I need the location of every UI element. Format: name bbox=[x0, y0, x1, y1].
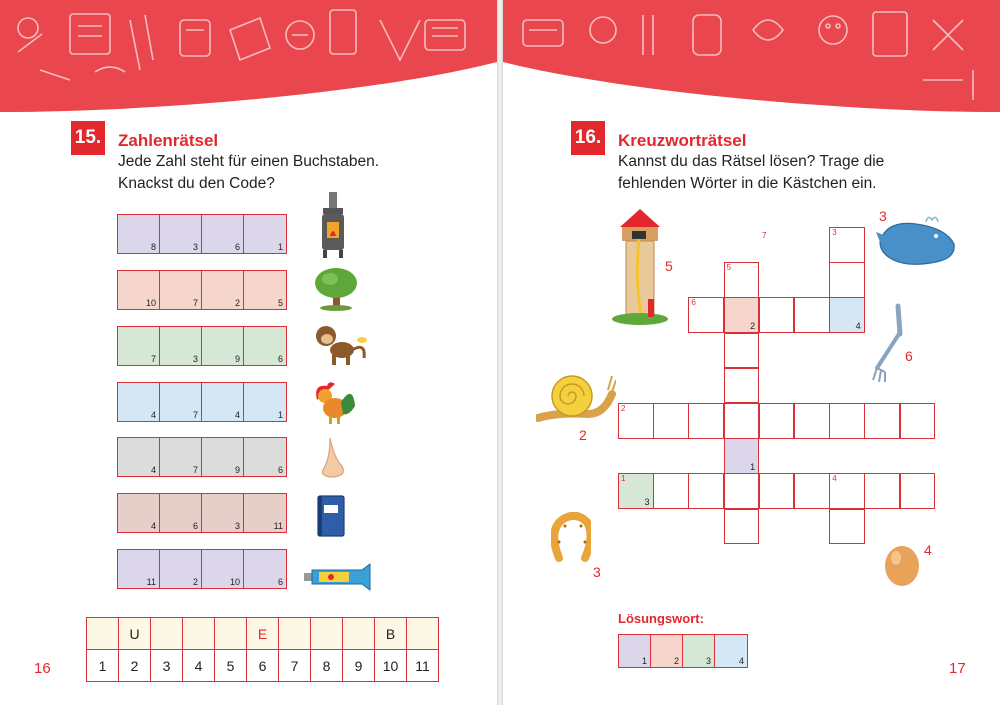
crossword-cell[interactable] bbox=[794, 473, 830, 509]
instruction-line: fehlenden Wörter in die Kästchen ein. bbox=[618, 175, 877, 192]
answer-letter-cell[interactable] bbox=[215, 618, 247, 650]
crossword-cell[interactable] bbox=[724, 473, 760, 509]
instruction-line: Jede Zahl steht für einen Buchstaben. bbox=[118, 153, 380, 170]
code-cell[interactable] bbox=[244, 438, 286, 476]
crossword-cell[interactable] bbox=[794, 403, 830, 439]
answer-number-cell: 4 bbox=[183, 650, 215, 682]
right-page bbox=[503, 0, 1000, 705]
code-cell-number: 6 bbox=[277, 577, 283, 587]
code-cell-number: 7 bbox=[192, 410, 198, 420]
code-cell[interactable] bbox=[118, 215, 160, 253]
code-cell[interactable] bbox=[118, 383, 160, 421]
answer-letter-cell[interactable] bbox=[407, 618, 439, 650]
crossword-clue-index: 3 bbox=[832, 228, 837, 237]
code-cell[interactable] bbox=[160, 271, 202, 309]
code-cell-number: 3 bbox=[192, 354, 198, 364]
crossword-cell[interactable] bbox=[794, 297, 830, 333]
clue-number-horseshoe: 3 bbox=[593, 564, 601, 580]
solution-cell[interactable] bbox=[619, 635, 651, 667]
code-cell[interactable] bbox=[118, 271, 160, 309]
code-cell-number: 4 bbox=[150, 465, 156, 475]
solution-cell[interactable] bbox=[715, 635, 747, 667]
code-cell[interactable] bbox=[118, 327, 160, 365]
answer-number-cell: 1 bbox=[87, 650, 119, 682]
crossword-cell[interactable] bbox=[724, 262, 760, 298]
code-cell[interactable] bbox=[202, 438, 244, 476]
page-number: 17 bbox=[949, 660, 966, 677]
code-cell[interactable] bbox=[244, 494, 286, 532]
code-cell-number: 4 bbox=[234, 410, 240, 420]
paint-tube-icon bbox=[303, 560, 373, 594]
horseshoe-icon bbox=[551, 512, 591, 562]
code-cell-number: 6 bbox=[277, 465, 283, 475]
answer-number-cell: 5 bbox=[215, 650, 247, 682]
header-doodle-band bbox=[503, 0, 1000, 112]
code-cell[interactable] bbox=[118, 438, 160, 476]
solution-cell-number: 3 bbox=[705, 656, 711, 666]
code-row bbox=[117, 270, 287, 310]
code-cell-number: 3 bbox=[192, 242, 198, 252]
crossword-clue-index: 4 bbox=[832, 474, 837, 484]
code-cell-number: 10 bbox=[229, 577, 240, 587]
code-cell[interactable] bbox=[160, 215, 202, 253]
solution-cell-number: 1 bbox=[641, 656, 647, 666]
clue-number-egg: 4 bbox=[924, 542, 932, 558]
code-cell-number: 2 bbox=[234, 298, 240, 308]
answer-number-cell: 11 bbox=[407, 650, 439, 682]
answer-letter-cell[interactable]: U bbox=[119, 618, 151, 650]
code-cell-number: 11 bbox=[146, 577, 156, 587]
code-cell[interactable] bbox=[160, 494, 202, 532]
page-number: 16 bbox=[34, 660, 51, 677]
crossword-clue-index: 6 bbox=[691, 298, 696, 308]
crossword-cell[interactable] bbox=[653, 403, 689, 439]
clue-number-whale: 3 bbox=[879, 208, 887, 224]
crossword-solution-index: 2 bbox=[750, 320, 756, 331]
code-cell-number: 7 bbox=[192, 465, 198, 475]
crossword-cell[interactable]: 4 bbox=[829, 297, 865, 333]
answer-number-cell: 8 bbox=[311, 650, 343, 682]
crossword-cell[interactable] bbox=[829, 227, 865, 263]
task-instructions bbox=[118, 151, 379, 195]
crossword-cell[interactable] bbox=[618, 403, 654, 439]
crossword-clue-index: 2 bbox=[621, 404, 626, 413]
crossword-cell[interactable] bbox=[653, 473, 689, 509]
answer-number-cell: 6 bbox=[247, 650, 279, 682]
crossword-clue-index: 1 bbox=[621, 474, 626, 484]
crossword-cell[interactable] bbox=[829, 473, 865, 509]
code-cell[interactable] bbox=[244, 550, 286, 588]
solution-cell-number: 2 bbox=[673, 656, 679, 666]
solution-boxes bbox=[618, 634, 748, 668]
code-cell[interactable] bbox=[160, 550, 202, 588]
crossword-solution-index: 3 bbox=[644, 496, 650, 507]
whale-icon bbox=[876, 212, 960, 270]
code-cell[interactable] bbox=[202, 383, 244, 421]
crossword-cell[interactable] bbox=[759, 403, 795, 439]
crossword-cell[interactable] bbox=[759, 473, 795, 509]
code-cell-number: 9 bbox=[234, 354, 240, 364]
crossword-cell[interactable] bbox=[864, 403, 900, 439]
code-cell[interactable] bbox=[160, 438, 202, 476]
code-cell-number: 6 bbox=[192, 521, 198, 531]
snail-icon bbox=[536, 372, 616, 422]
code-cell-number: 10 bbox=[145, 298, 156, 308]
code-cell-number: 1 bbox=[277, 410, 283, 420]
code-cell[interactable] bbox=[202, 494, 244, 532]
clue-number-fork: 6 bbox=[905, 348, 913, 364]
crossword-cell[interactable] bbox=[900, 473, 936, 509]
crossword-cell[interactable] bbox=[829, 403, 865, 439]
code-cell[interactable] bbox=[118, 550, 160, 588]
code-row bbox=[117, 493, 287, 533]
code-row bbox=[117, 437, 287, 477]
answer-number-cell: 10 bbox=[375, 650, 407, 682]
code-cell-number: 1 bbox=[277, 242, 283, 252]
crossword-cell[interactable] bbox=[829, 509, 865, 545]
tower-icon bbox=[610, 207, 670, 327]
fork-icon bbox=[868, 302, 908, 384]
code-cell[interactable] bbox=[244, 215, 286, 253]
code-cell-number: 7 bbox=[192, 298, 198, 308]
answer-number-cell: 9 bbox=[343, 650, 375, 682]
code-cell[interactable] bbox=[244, 383, 286, 421]
crossword-cell[interactable] bbox=[724, 438, 760, 474]
code-cell[interactable] bbox=[118, 494, 160, 532]
answer-letter-cell[interactable] bbox=[343, 618, 375, 650]
code-row bbox=[117, 382, 287, 422]
left-page bbox=[0, 0, 497, 705]
code-row bbox=[117, 326, 287, 366]
code-cell[interactable] bbox=[202, 327, 244, 365]
code-cell-number: 9 bbox=[234, 465, 240, 475]
solution-cell[interactable] bbox=[683, 635, 715, 667]
crossword-cell[interactable] bbox=[688, 297, 724, 333]
header-doodle-band bbox=[0, 0, 497, 112]
task-title: Kreuzworträtsel bbox=[618, 131, 747, 150]
answer-letter-cell[interactable] bbox=[279, 618, 311, 650]
answer-letter-cell[interactable] bbox=[87, 618, 119, 650]
code-cell-number: 6 bbox=[277, 354, 283, 364]
nose-icon bbox=[316, 436, 348, 482]
crossword-cell[interactable] bbox=[688, 473, 724, 509]
crossword-cell[interactable] bbox=[864, 473, 900, 509]
crossword-cell[interactable] bbox=[724, 403, 760, 439]
clue-number-grid: 7 bbox=[762, 231, 767, 240]
solution-label: Lösungswort: bbox=[618, 611, 704, 626]
answer-number-cell: 2 bbox=[119, 650, 151, 682]
code-row bbox=[117, 549, 287, 589]
crossword-cell[interactable] bbox=[900, 403, 936, 439]
instruction-line: Knackst du den Code? bbox=[118, 175, 275, 192]
answer-letter-cell[interactable] bbox=[151, 618, 183, 650]
crossword-cell[interactable] bbox=[829, 262, 865, 298]
task-title: Zahlenrätsel bbox=[118, 131, 219, 150]
task-number-badge: 16. bbox=[571, 121, 605, 155]
code-cell-number: 7 bbox=[150, 354, 156, 364]
code-cell-number: 2 bbox=[192, 577, 198, 587]
code-cell[interactable] bbox=[160, 383, 202, 421]
crossword-cell[interactable] bbox=[759, 297, 795, 333]
rooster-icon bbox=[311, 380, 357, 426]
answer-number-cell: 7 bbox=[279, 650, 311, 682]
monkey-icon bbox=[312, 322, 370, 368]
code-cell-number: 5 bbox=[277, 298, 283, 308]
solution-cell[interactable] bbox=[651, 635, 683, 667]
crossword-cell[interactable] bbox=[724, 297, 760, 333]
code-cell[interactable] bbox=[202, 215, 244, 253]
crossword-cell[interactable] bbox=[724, 509, 760, 545]
answer-letter-cell[interactable]: B bbox=[375, 618, 407, 650]
solution-cell-number: 4 bbox=[738, 656, 744, 666]
answer-letter-cell[interactable] bbox=[311, 618, 343, 650]
answer-number-cell: 3 bbox=[151, 650, 183, 682]
crossword-clue-index: 5 bbox=[726, 263, 732, 273]
stove-icon bbox=[318, 192, 348, 260]
code-cell-number: 3 bbox=[234, 521, 240, 531]
code-row bbox=[117, 214, 287, 254]
answer-letter-cell[interactable] bbox=[183, 618, 215, 650]
egg-icon bbox=[882, 540, 922, 588]
code-cell[interactable] bbox=[160, 327, 202, 365]
code-cell-number: 4 bbox=[150, 410, 156, 420]
answer-table bbox=[86, 617, 439, 682]
task-instructions bbox=[618, 151, 884, 195]
crossword-cell[interactable] bbox=[724, 333, 760, 369]
code-cell[interactable] bbox=[202, 550, 244, 588]
code-cell[interactable] bbox=[244, 327, 286, 365]
answer-letter-cell[interactable]: E bbox=[247, 618, 279, 650]
crossword-cell[interactable] bbox=[688, 403, 724, 439]
code-cell-number: 11 bbox=[273, 521, 283, 531]
clue-number-tower: 5 bbox=[665, 258, 673, 274]
crossword-cell[interactable] bbox=[618, 473, 654, 509]
code-cell[interactable] bbox=[244, 271, 286, 309]
crossword-cell[interactable] bbox=[724, 368, 760, 404]
clue-number-snail: 2 bbox=[579, 427, 587, 443]
code-cell[interactable] bbox=[202, 271, 244, 309]
book-icon bbox=[313, 493, 349, 539]
code-cell-number: 4 bbox=[150, 521, 156, 531]
code-cell-number: 8 bbox=[150, 242, 156, 252]
crossword-solution-index: 1 bbox=[750, 461, 756, 472]
task-number-badge: 15. bbox=[71, 121, 105, 155]
instruction-line: Kannst du das Rätsel lösen? Trage die bbox=[618, 153, 885, 170]
code-cell-number: 6 bbox=[234, 242, 240, 252]
tree-icon bbox=[312, 263, 360, 311]
